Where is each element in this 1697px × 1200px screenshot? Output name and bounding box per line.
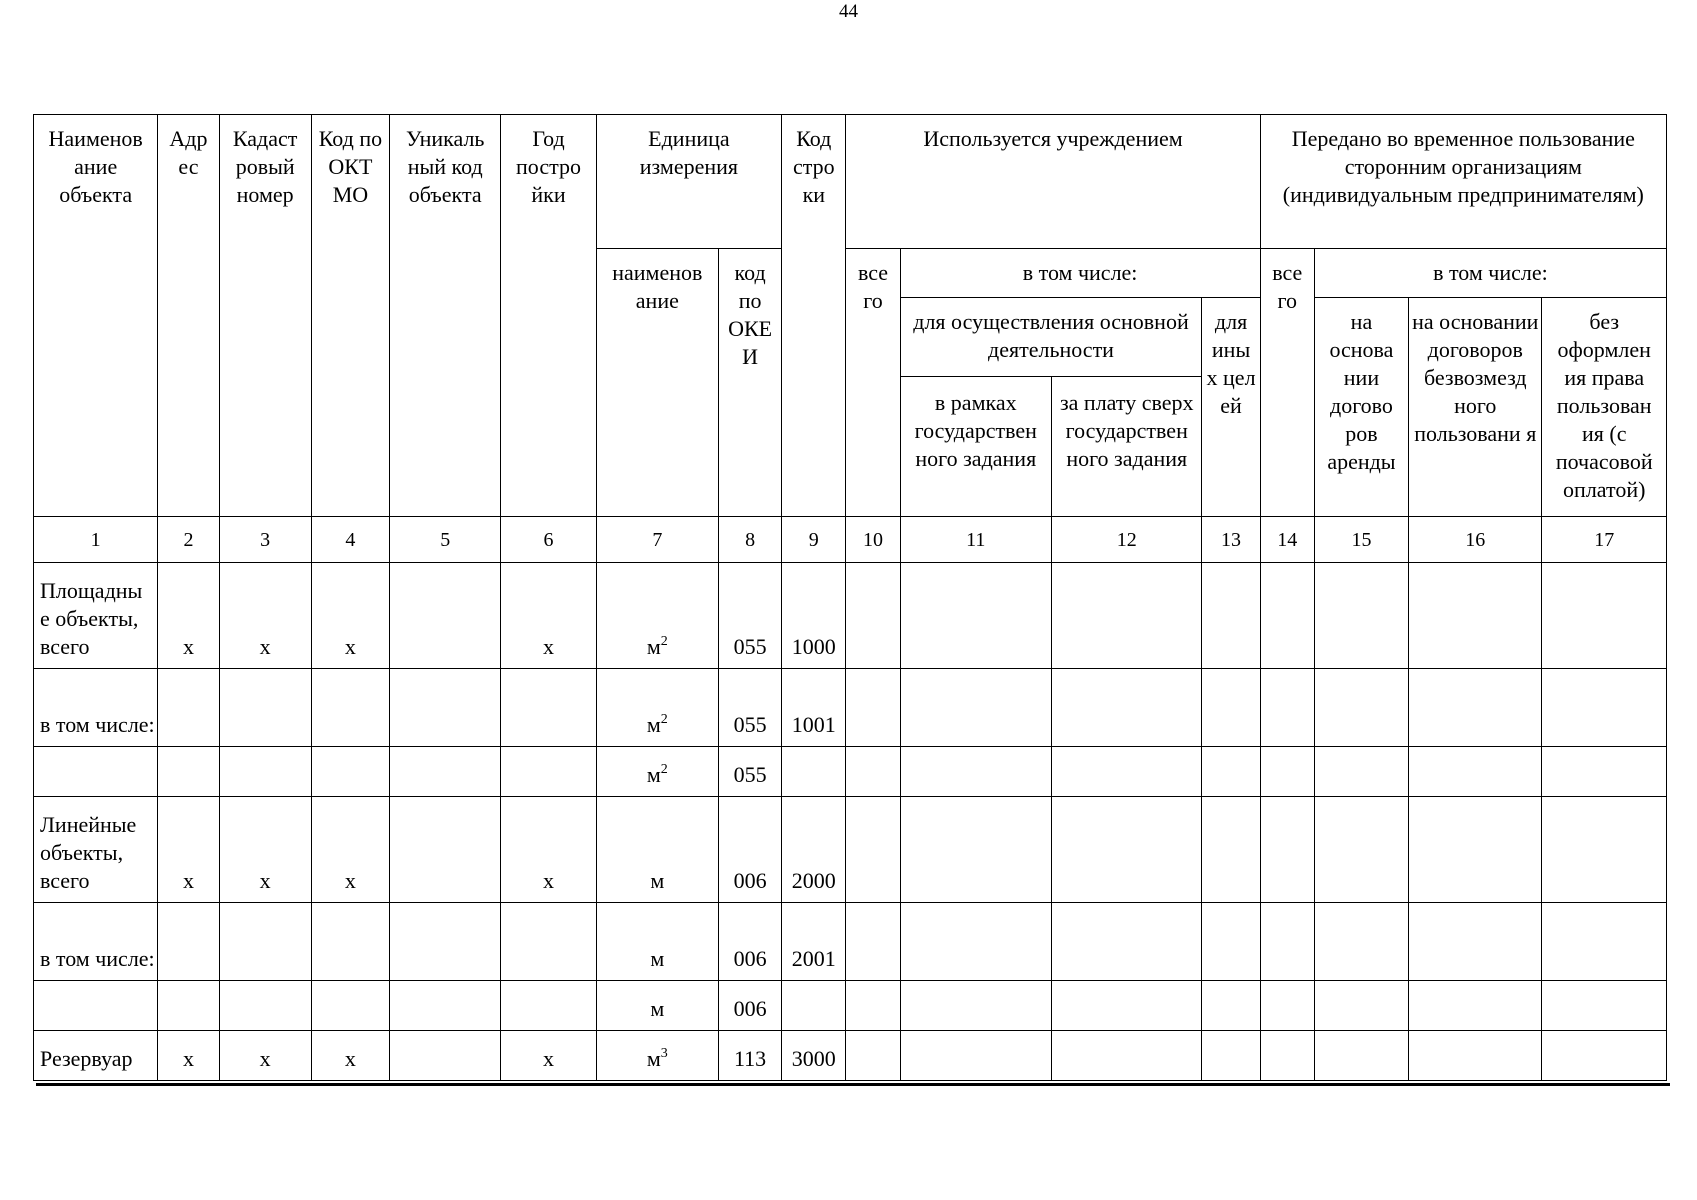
cadastral-cell <box>219 903 311 981</box>
unit-symbol: м <box>646 1046 661 1071</box>
unit-cell <box>596 669 718 747</box>
oktmo-cell: x <box>311 1031 389 1081</box>
unique-code-cell <box>390 669 501 747</box>
value-cell <box>1202 1031 1260 1081</box>
value-cell <box>900 669 1051 747</box>
build-year-cell: x <box>501 563 596 669</box>
value-cell <box>846 903 900 981</box>
row-code-cell: 3000 <box>782 1031 846 1081</box>
column-number: 12 <box>1052 517 1202 563</box>
unit-symbol: м <box>650 946 665 971</box>
column-number: 17 <box>1542 517 1667 563</box>
value-cell <box>1542 903 1667 981</box>
object-name-cell: Резервуар <box>34 1031 158 1081</box>
row-code-cell <box>782 747 846 797</box>
value-cell <box>1202 903 1260 981</box>
value-cell <box>1314 797 1408 903</box>
header-main-activity: для осуществления основной деятельности <box>900 298 1202 377</box>
header-transferred-group: Передано во временное пользование сторонним организациям (индивидуальным предпринимателям) <box>1260 115 1666 249</box>
column-number: 8 <box>719 517 782 563</box>
table-row <box>34 903 1667 981</box>
row-code-cell: 1000 <box>782 563 846 669</box>
value-cell <box>846 981 900 1031</box>
column-number: 3 <box>219 517 311 563</box>
column-number: 6 <box>501 517 596 563</box>
unit-cell <box>596 747 718 797</box>
okei-cell: 055 <box>719 669 782 747</box>
value-cell <box>1052 981 1202 1031</box>
header-used-including: в том числе: <box>900 249 1260 298</box>
value-cell <box>900 747 1051 797</box>
unique-code-cell <box>390 747 501 797</box>
object-name-cell: Линейные объекты, всего <box>34 797 158 903</box>
value-cell <box>1260 981 1314 1031</box>
cadastral-cell <box>219 669 311 747</box>
address-cell <box>158 903 219 981</box>
unit-symbol: м <box>646 762 661 787</box>
cadastral-cell <box>219 747 311 797</box>
value-cell <box>1409 903 1542 981</box>
unit-symbol: м <box>646 712 661 737</box>
value-cell <box>1052 903 1202 981</box>
value-cell <box>900 1031 1051 1081</box>
header-unit-code: код по ОКЕ И <box>719 249 782 517</box>
value-cell <box>1542 797 1667 903</box>
header-transferred-including: в том числе: <box>1314 249 1666 298</box>
table-row <box>34 797 1667 903</box>
unit-cell <box>596 903 718 981</box>
column-number: 13 <box>1202 517 1260 563</box>
column-number: 2 <box>158 517 219 563</box>
table-row <box>34 669 1667 747</box>
value-cell <box>1202 563 1260 669</box>
header-oktmo-code: Код по ОКТ МО <box>311 115 389 517</box>
oktmo-cell: x <box>311 797 389 903</box>
build-year-cell <box>501 903 596 981</box>
oktmo-cell <box>311 747 389 797</box>
page-number: 44 <box>839 1 858 22</box>
header-transferred-total: все го <box>1260 249 1314 517</box>
oktmo-cell <box>311 981 389 1031</box>
unit-symbol: м <box>646 634 661 659</box>
header-no-formal-right: без оформлен ия права пользован ия (с почасовой оплатой) <box>1542 298 1667 517</box>
value-cell <box>1202 797 1260 903</box>
value-cell <box>1202 981 1260 1031</box>
header-other-purposes: для ины х цел ей <box>1202 298 1260 517</box>
build-year-cell: x <box>501 797 596 903</box>
bottom-rule <box>36 1083 1670 1086</box>
header-unit-group: Единица измерения <box>596 115 782 249</box>
value-cell <box>1542 669 1667 747</box>
value-cell <box>1542 981 1667 1031</box>
value-cell <box>1314 1031 1408 1081</box>
header-state-task: в рамках государствен ного задания <box>900 377 1051 517</box>
address-cell <box>158 669 219 747</box>
value-cell <box>900 797 1051 903</box>
row-code-cell <box>782 981 846 1031</box>
value-cell <box>1260 903 1314 981</box>
unit-symbol: м <box>650 868 665 893</box>
cadastral-cell: x <box>219 797 311 903</box>
oktmo-cell: x <box>311 563 389 669</box>
table-row <box>34 981 1667 1031</box>
header-paid-over-task: за плату сверх государствен ного задания <box>1052 377 1202 517</box>
table-row <box>34 747 1667 797</box>
unit-exponent: 3 <box>660 1046 668 1061</box>
value-cell <box>1260 747 1314 797</box>
value-cell <box>1260 797 1314 903</box>
unique-code-cell <box>390 563 501 669</box>
okei-cell: 006 <box>719 981 782 1031</box>
header-address: Адр ес <box>158 115 219 517</box>
unit-cell <box>596 563 718 669</box>
cadastral-cell <box>219 981 311 1031</box>
oktmo-cell <box>311 669 389 747</box>
value-cell <box>1542 563 1667 669</box>
header-build-year: Год постро йки <box>501 115 596 517</box>
value-cell <box>1260 669 1314 747</box>
address-cell: x <box>158 797 219 903</box>
header-object-name: Наименов ание объекта <box>34 115 158 517</box>
unique-code-cell <box>390 981 501 1031</box>
address-cell <box>158 747 219 797</box>
value-cell <box>1314 669 1408 747</box>
unit-exponent: 2 <box>660 634 668 649</box>
value-cell <box>846 797 900 903</box>
value-cell <box>1202 747 1260 797</box>
value-cell <box>846 1031 900 1081</box>
value-cell <box>1409 1031 1542 1081</box>
address-cell: x <box>158 1031 219 1081</box>
address-cell: x <box>158 563 219 669</box>
unit-cell <box>596 981 718 1031</box>
header-used-group: Используется учреждением <box>846 115 1260 249</box>
value-cell <box>846 669 900 747</box>
column-number: 9 <box>782 517 846 563</box>
object-name-cell: в том числе: <box>34 903 158 981</box>
cadastral-cell: x <box>219 1031 311 1081</box>
value-cell <box>846 747 900 797</box>
row-code-cell: 2001 <box>782 903 846 981</box>
value-cell <box>1314 563 1408 669</box>
okei-cell: 113 <box>719 1031 782 1081</box>
object-name-cell: Площадны е объекты, всего <box>34 563 158 669</box>
value-cell <box>1052 1031 1202 1081</box>
value-cell <box>1052 797 1202 903</box>
value-cell <box>1542 1031 1667 1081</box>
property-usage-table <box>33 114 1667 1081</box>
row-code-cell: 1001 <box>782 669 846 747</box>
column-number: 4 <box>311 517 389 563</box>
object-name-cell: в том числе: <box>34 669 158 747</box>
value-cell <box>1260 1031 1314 1081</box>
value-cell <box>846 563 900 669</box>
header-unique-code: Уникаль ный код объекта <box>390 115 501 517</box>
column-number: 5 <box>390 517 501 563</box>
value-cell <box>900 563 1051 669</box>
column-number: 11 <box>900 517 1051 563</box>
header-cadastral-number: Кадаст ровый номер <box>219 115 311 517</box>
okei-cell: 006 <box>719 903 782 981</box>
object-name-cell <box>34 747 158 797</box>
header-used-total: все го <box>846 249 900 517</box>
column-number: 15 <box>1314 517 1408 563</box>
value-cell <box>1052 563 1202 669</box>
column-number: 16 <box>1409 517 1542 563</box>
header-unit-name: наименов ание <box>596 249 718 517</box>
value-cell <box>1314 903 1408 981</box>
table-row <box>34 563 1667 669</box>
unit-cell <box>596 1031 718 1081</box>
value-cell <box>900 981 1051 1031</box>
address-cell <box>158 981 219 1031</box>
value-cell <box>1409 797 1542 903</box>
unique-code-cell <box>390 797 501 903</box>
okei-cell: 006 <box>719 797 782 903</box>
cadastral-cell: x <box>219 563 311 669</box>
build-year-cell <box>501 747 596 797</box>
value-cell <box>1409 981 1542 1031</box>
value-cell <box>1314 981 1408 1031</box>
value-cell <box>1409 563 1542 669</box>
value-cell <box>1409 747 1542 797</box>
unit-exponent: 2 <box>660 712 668 727</box>
okei-cell: 055 <box>719 563 782 669</box>
oktmo-cell <box>311 903 389 981</box>
value-cell <box>1542 747 1667 797</box>
object-name-cell <box>34 981 158 1031</box>
build-year-cell <box>501 669 596 747</box>
value-cell <box>1052 669 1202 747</box>
build-year-cell: x <box>501 1031 596 1081</box>
value-cell <box>1202 669 1260 747</box>
column-number: 10 <box>846 517 900 563</box>
header-lease: на основа нии догово ров аренды <box>1314 298 1408 517</box>
unique-code-cell <box>390 1031 501 1081</box>
column-number: 7 <box>596 517 718 563</box>
header-row-code: Код стро ки <box>782 115 846 517</box>
header-free-use: на основании договоров безвозмезд ного пользовани я <box>1409 298 1542 517</box>
value-cell <box>900 903 1051 981</box>
unique-code-cell <box>390 903 501 981</box>
column-number: 1 <box>34 517 158 563</box>
column-number: 14 <box>1260 517 1314 563</box>
unit-exponent: 2 <box>660 762 668 777</box>
table-row <box>34 1031 1667 1081</box>
okei-cell: 055 <box>719 747 782 797</box>
row-code-cell: 2000 <box>782 797 846 903</box>
value-cell <box>1409 669 1542 747</box>
unit-cell <box>596 797 718 903</box>
unit-symbol: м <box>650 996 665 1021</box>
value-cell <box>1260 563 1314 669</box>
value-cell <box>1052 747 1202 797</box>
value-cell <box>1314 747 1408 797</box>
build-year-cell <box>501 981 596 1031</box>
